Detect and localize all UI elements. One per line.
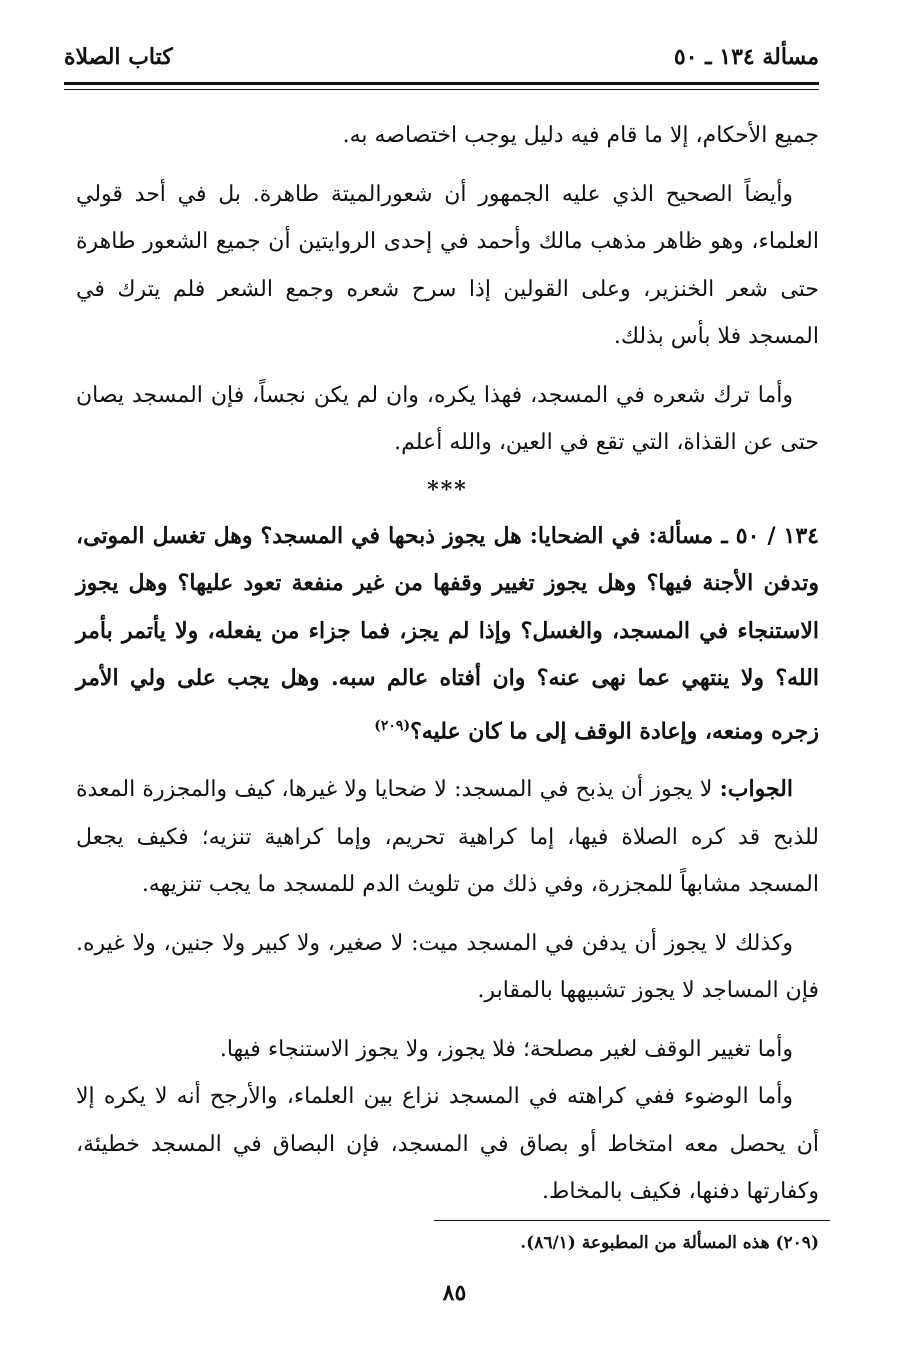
- paragraph-endowment: وأما تغيير الوقف لغير مصلحة؛ فلا يجوز، ولا يجوز الاستنجاء فيها.: [219, 1036, 793, 1062]
- footnote-reference: (٢٠٩): [374, 717, 411, 734]
- question-text: هل يجوز ذبحها في المسجد؟ وهل تغسل الموتى، وتدفن الأجنة فيها؟ وهل يجوز تغيير وقفها من غير منفعة تعود عليها؟ وهل يجوز الاستنجاء في المسجد، والغسل؟ وإذا لم يجز، فما جزاء من يفعله، ولا يأتمر بأمر الله؟ ولا ينتهي عما نهى عنه؟ وان أفتاه عالم سبه. وهل يجب على ولي الأمر زجره ومنعه، وإعادة الوقف إلى ما كان عليه؟: [76, 522, 819, 744]
- answer-text: لا يجوز أن يذبح في المسجد: لا ضحايا ولا غيرها، كيف والمجزرة المعدة للذبح قد كره الصلاة فيها، إما كراهية تحريم، وإما كراهية تنزيه؛ فكيف يجعل المسجد مشابهاً للمجزرة، وفي ذلك من تلويث الدم للمسجد ما يجب تنزيهه.: [76, 777, 819, 898]
- page-body: [76, 112, 819, 1216]
- header-book-title: كتاب الصلاة: [64, 44, 173, 70]
- footnote-rule: [434, 1220, 830, 1221]
- answer-paragraph: [76, 766, 819, 909]
- page-number: ٨٥: [442, 1280, 467, 1306]
- header-rule-thick: [64, 82, 819, 85]
- question-paragraph: [76, 513, 819, 756]
- header-section-title: مسألة ١٣٤ ـ ٥٠: [673, 44, 819, 70]
- paragraph-1: جميع الأحكام، إلا ما قام فيه دليل يوجب اختصاصه به.: [342, 123, 819, 148]
- question-heading: ١٣٤ / ٥٠ ـ مسألة: في الضحايا:: [529, 522, 819, 549]
- section-divider-stars: ***: [427, 476, 468, 503]
- paragraph-ablution: وأما الوضوء ففي كراهته في المسجد نزاع بين العلماء، والأرجح أنه لا يكره إلا أن يحصل معه امتخاط أو بصاق في المسجد، فإن البصاق في المسجد خطيئة، وكفارتها دفنها، فكيف بالمخاط.: [76, 1084, 819, 1205]
- footnote: (٢٠٩) هذه المسألة من المطبوعة (٨٦/١).: [520, 1233, 819, 1253]
- paragraph-3: وأما ترك شعره في المسجد، فهذا يكره، وان لم يكن نجساً، فإن المسجد يصان حتى عن القذاة، التي تقع في العين، والله أعلم.: [76, 382, 819, 455]
- header-rule-thin: [64, 89, 819, 90]
- answer-heading: الجواب:: [719, 776, 793, 803]
- page-header: [64, 40, 819, 80]
- paragraph-burial: وكذلك لا يجوز أن يدفن في المسجد ميت: لا صغير، ولا كبير ولا جنين، ولا غيره. فإن المساجد لا يجوز تشبيهها بالمقابر.: [76, 930, 819, 1004]
- paragraph-2: وأيضاً الصحيح الذي عليه الجمهور أن شعورالميتة طاهرة. بل في أحد قولي العلماء، وهو ظاهر مذهب مالك وأحمد في إحدى الروايتين أن جميع الشعور طاهرة حتى شعر الخنزير، وعلى القولين إذا سرح شعره وجمع الشعر فلم يترك في المسجد فلا بأس بذلك.: [76, 181, 819, 349]
